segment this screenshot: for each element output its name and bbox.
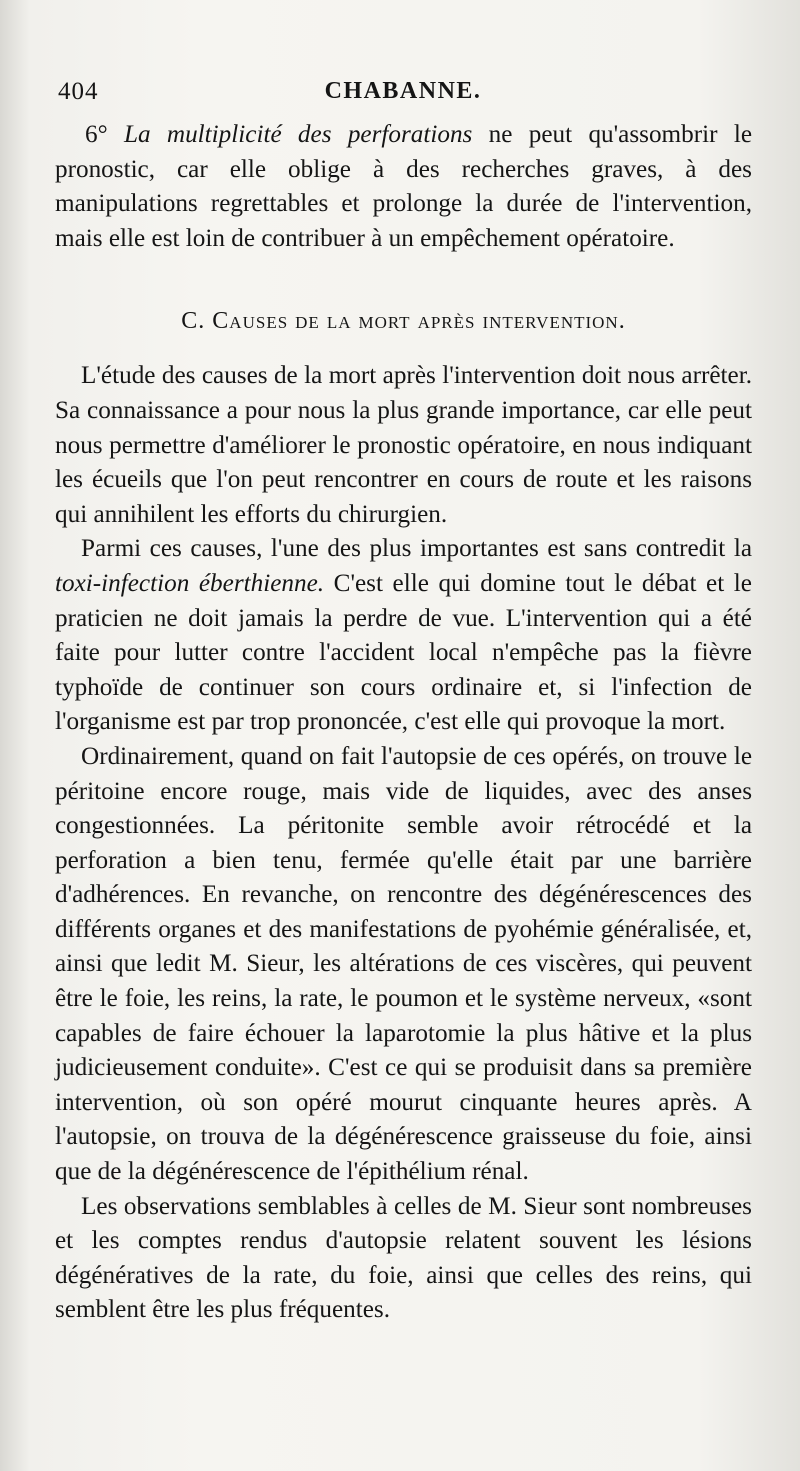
page-number: 404 bbox=[58, 78, 99, 105]
section-title: Causes de la mort après intervention. bbox=[212, 308, 626, 335]
page-header bbox=[58, 78, 748, 118]
paragraph-autopsy: Ordinairement, quand on fait l'autopsie de ces opérés, on trouve le péritoine encore rouge, mais vide de liquides, avec des anses congestionnées. La péritonite semble avoir rétrocédé et la perforation a bien tenu, fermée qu'elle était par une barrière d'adhérences. En revanche, on rencontre des dégénérescences des différents organes et des manifestations de pyohémie généralisée, et, ainsi que ledit M. Sieur, les altérations de ces viscères, qui peuvent être le foie, les reins, la rate, le poumon et le système nerveux, «sont capables de faire échouer la laparotomie la plus hâtive et la plus judicieusement conduite». C'est ce qui se produisit dans sa première intervention, où son opéré mourut cinquante heures après. A l'autopsie, on trouva de la dégénérescence graisseuse du foie, ainsi que de la dégénérescence de l'épithélium rénal. bbox=[55, 742, 752, 1186]
paragraph-study-causes: L'étude des causes de la mort après l'intervention doit nous arrêter. Sa connaissance a pour nous la plus grande importance, car elle peut nous permettre d'améliorer le pronostic opératoire, en nous indiquant les écueils que l'on peut rencontrer en cours de route et les raisons qui annihilent les efforts du chirurgien. bbox=[55, 362, 752, 528]
body-text bbox=[55, 118, 752, 1328]
paragraph-toxi-infection bbox=[55, 532, 752, 740]
section-letter: C. bbox=[181, 308, 206, 335]
running-head: CHABANNE. bbox=[324, 78, 482, 104]
paragraph-text-before: Parmi ces causes, l'une des plus importantes est sans contredit la bbox=[81, 535, 752, 563]
paragraph-text-after: C'est elle qui domine tout le débat et le praticien ne doit jamais la perdre de vue. L'intervention qui a été faite pour lutter contre l'accident local n'empêche pas la fièvre typhoïde de continuer son cours ordinaire et, si l'infection de l'organisme est par trop prononcée, c'est elle qui provoque la mort. bbox=[55, 569, 752, 736]
list-marker: 6° bbox=[85, 121, 108, 148]
paragraph-observations: Les observations semblables à celles de M. Sieur sont nombreuses et les comptes rendus d'autopsie relatent souvent les lésions dégénératives de la rate, du foie, ainsi que celles des reins, qui semblent être les plus fréquentes. bbox=[55, 1192, 752, 1324]
italic-phrase: toxi-infection éberthienne. bbox=[55, 569, 325, 597]
paragraph-multiple-perforations bbox=[55, 118, 752, 256]
paragraph-text: ne peut qu'assombrir le pronostic, car elle oblige à des recherches graves, à des manipulations regrettables et prolonge la durée de l'intervention, mais elle est loin de contribuer à un empêchement opératoire. bbox=[55, 121, 752, 252]
italic-phrase: La multiplicité des perforations bbox=[123, 121, 473, 148]
section-heading bbox=[55, 308, 752, 335]
